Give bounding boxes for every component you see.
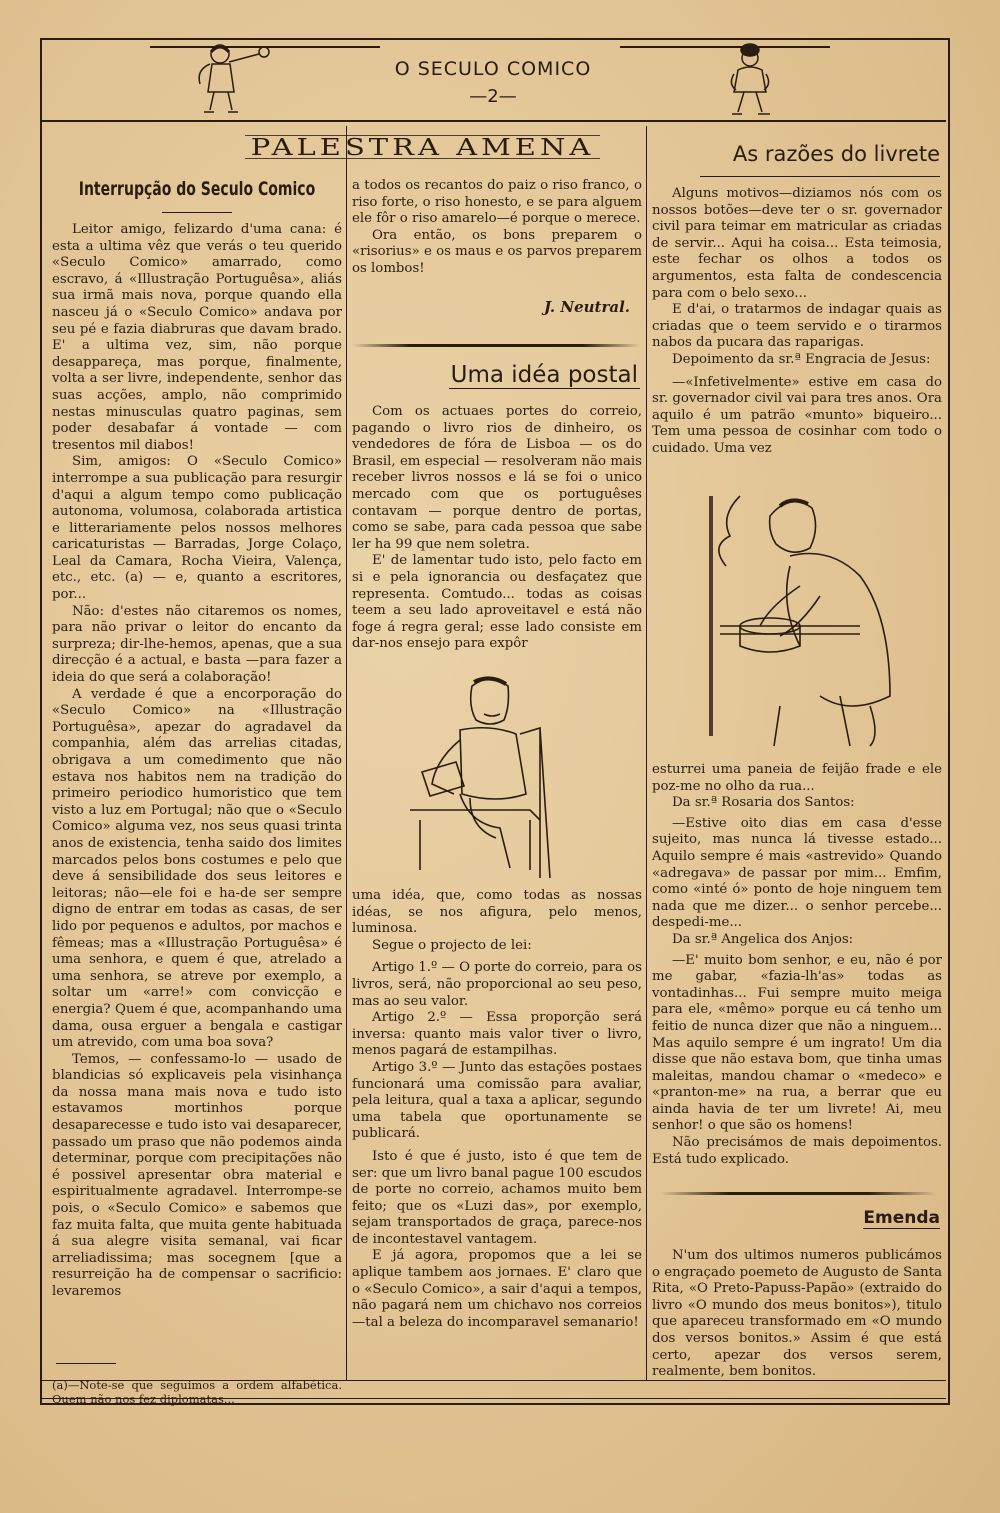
article-headline-livrete: As razões do livrete [732, 142, 940, 166]
paragraph: Artigo 3.º — Junto das estações postaes funcionará uma comissão para avaliar, pela leitura, qual a taxa a aplicar, segundo uma tabela que oportunamente se publicará. [352, 1059, 642, 1142]
paragraph: Artigo 2.º — Essa proporção será inversa: quanto mais valor tiver o livro, menos pagará de estampilhas. [352, 1010, 642, 1059]
page-number: —2— [469, 86, 517, 107]
masthead: O SECULO COMICO [394, 58, 592, 80]
article-livrete-body-bottom [652, 762, 942, 1168]
paragraph: esturrei uma paneia de feijão frade e ele poz-me no olho da rua... [652, 762, 942, 794]
cooking-woman-illustration [680, 476, 930, 766]
paragraph: Leitor amigo, felizardo d'uma cana: é esta a ultima vêz que verás o teu querido «Seculo Comico» amarrado, como escravo, á «Illustração Portuguêsa», aliás sua irmã mais nova, porque quando ella nasceu já o «Seculo Comico» andava por seu pé e fazia diabruras que davam brado. E' a ultima vez, sim, não porque desappareça, mas porque, finalmente, volta a ser livre, independente, senhor das suas acções, amplo, não comprimido nestas minusculas quatro paginas, sem poder desabafar á vontade — com tresentos mil diabos! [52, 222, 342, 453]
header-figure-left [186, 40, 274, 120]
header-figure-right [724, 40, 780, 120]
paragraph: Temos, — confessamo-lo — usado de blandicias só explicaveis pela visinhança da nossa mana mais nova e tudo isto estavamos mortinhos porque desaparecesse e tudo isto vai desaparecer, passado um praso que não podemos ainda determinar, porque com precipitações não é possivel apresentar obra material e espiritualmente agradavel. Interrompe-se pois, o «Seculo Comico» e sabemos que faz muita falta, que muita gente habituada á sua alegre visita semanal, vai ficar arreliadissima; mas socegnem [que a resurreição ha de compensar o sacrificio: levaremos [52, 1051, 342, 1299]
paragraph: Não: d'estes não citaremos os nomes, para não privar o leitor do encanto da surpreza; dir-lhe-hemos, apenas, que a sua direcção é a actual, e basta —para fazer a ideia do que será a colaboração! [52, 603, 342, 686]
headline-text: Uma idéa postal [450, 362, 638, 388]
paragraph: Alguns motivos—diziamos nós com os nossos botões—deve ter o sr. governador civil para teimar em matricular as criadas de servir... Aqui ha coisa... Esta teimosia, este fechar os olhos a todos os argumentos, esta falta de condescencia para com o belo sexo... [652, 186, 942, 301]
headline-underline [162, 212, 232, 213]
paragraph: Sim, amigos: O «Seculo Comico» interrompe a sua publicação para resurgir d'aqui a algum tempo como publicação autonoma, volumosa, colaborada artistica e litterariamente pelos nossos melhores caricaturistas — Barradas, Jorge Colaço, Leal da Camara, Rocha Vieira, Valença, etc., etc. (a) — e, quanto a escritores, por... [52, 454, 342, 603]
paragraph: a todos os recantos do paiz o riso franco, o riso forte, o riso honesto, e se para alguem ele fôr o riso amarelo—é porque o merece. [352, 178, 642, 227]
paragraph: —«Infetivelmente» estive em casa do sr. governador civil vai para tres anos. Ora aquilo é um patrão «munto» biqueiro... Tem uma pessoa de cosinhar com todo o cuidado. Uma vez [652, 374, 942, 456]
paragraph: Da sr.ª Angelica dos Anjos: [672, 931, 854, 947]
banner-title: PALESTRA AMENA [245, 135, 601, 159]
article-emenda-body [652, 1248, 942, 1381]
page-header [40, 38, 946, 122]
ornament-divider [352, 344, 640, 347]
paragraph: —E' muito bom senhor, e eu, não é por me gabar, «fazia-lh'as» todas as vontadinhas... Fui sempre muito meiga para ele, «mêmo» porque eu cá tenho um feitio de nunca dizer que não a ninguem... Mas aquilo sempre é um ingrato! Um dia disse que não estava bom, que tinha umas maleitas, mandou chamar o «medeco» e «pranton-me» na rua, a berrar que eu ainda havia de ter um livrete! Ai, meu senhor! o que são os homens! [652, 952, 942, 1134]
headline-text: Emenda [863, 1208, 940, 1228]
paragraph: Ora então, os bons preparem o «risorius» e os maus e os parvos preparem os lombos! [352, 227, 642, 276]
footnote: (a)—Note-se que seguimos a ordem alfabética. Quem não nos fez diplomatas... [52, 1378, 342, 1406]
paragraph: Não precisámos de mais depoimentos. Está tudo explicado. [652, 1135, 942, 1167]
paragraph: E já agora, propomos que a lei se aplique tambem aos jornaes. E' claro que o «Seculo Comico», a sair d'aqui a tempos, não pagará nem um chichavo nos correios—tal a beleza do incomparavel semanario! [352, 1248, 642, 1330]
paragraph: Depoimento da sr.ª Engracia de Jesus: [672, 351, 931, 367]
paragraph: —Estive oito dias em casa d'esse sujeito, mas nunca lá tivesse estado... Aquilo sempre é mais «astrevido» Quando «adregava» de passar por mim... Emfim, como «inté ó» ponto de hoje ninguem tem nada que me dizer... o senhor percebe... despedi-me... [652, 815, 942, 931]
paragraph: Com os actuaes portes do correio, pagando o livro rios de dinheiro, os vendedores de fóra de Lisboa — os do Brasil, em especial — resolveram não mais receber livros nossos e lá se foi o unico mercado com que os portuguêses contavam — porque dentro de portas, como se sabe, para cada pessoa que sabe ler ha 99 que nem soletra. [352, 404, 642, 552]
column-rule-1 [346, 126, 347, 1380]
paragraph: E' de lamentar tudo isto, pelo facto em si e pela ignorancia ou desfaçatez que representa. Comtudo... todas as coisas teem a seu lado aproveitavel e está não foge á regra geral; esse lado consiste em dar-nos ensejo para expôr [352, 553, 642, 652]
article-headline-postal [350, 362, 640, 388]
ornament-divider [660, 1192, 936, 1195]
paragraph: N'um dos ultimos numeros publicámos o engraçado poemeto de Augusto de Santa Rita, «O Preto-Papuss-Papão» (extraido do livro «O mundo dos meus bonitos»), titulo que apareceu transformado em «O mundo dos versos bonitos.» Assim é que está certo, apezar dos versos serem, realmente, bem bonitos. [652, 1248, 942, 1380]
headline-underline [700, 176, 940, 177]
article-headline-emenda [650, 1208, 940, 1228]
article-headline-interrupcao: Interrupção do Seculo Comico [78, 178, 316, 200]
article-postal-body-bottom [352, 888, 642, 1331]
paragraph: E d'ai, o tratarmos de indagar quais as criadas que o teem servido e o tirarmos nabos da pucara das raparigas. [652, 302, 942, 351]
article-livrete-body-top [652, 186, 942, 458]
paragraph: A verdade é que a encorporação do «Seculo Comico» na «Illustração Portuguêsa», apezar do agradavel da companhia, além das arrelias citadas, obrigava a um comedimento que não estava nos habitos nem na tradição do primeiro periodico humoristico que tem visto a luz em Portugal; não que o «Seculo Comico» alguma vez, nos seus quasi trinta anos de existencia, tenha saido dos limites marcados pelos bons costumes e pelo que deve á sensibilidade dos seus leitores e leitoras; não—ele foi e ha-de ser sempre digno de entrar em todas as casas, de ser lido por pequenos e adultos, por machos e fêmeas; mas a «Illustração Portuguêsa» é uma senhora, e quem é que, atrelado a uma senhora, se atreve por exemplo, a soltar um «arre!» com convicção e energia? Quem é que, acompanhando uma dama, ousa erguer a bengala e castigar um atrevido, com uma boa sova? [52, 686, 342, 1051]
paragraph: Segue o projecto de lei: [372, 937, 532, 953]
paragraph: Isto é que é justo, isto é que tem de ser: que um livro banal pague 100 escudos de porte no correio, achamos muito bem feito; que os «Luzi das», por exemplo, sejam transportados de graça, parece-nos de incontestavel vantagem. [352, 1148, 642, 1247]
paragraph: uma idéa, que, como todas as nossas idéas, se nos afigura, pelo menos, luminosa. [352, 888, 642, 937]
article-postal-body-top [352, 404, 642, 653]
paragraph: Artigo 1.º — O porte do correio, para os livros, será, não proporcional ao seu peso, mas ao seu valor. [352, 960, 642, 1009]
section-banner [200, 130, 645, 164]
article-continuation [352, 178, 642, 278]
article-interrupcao-body [52, 222, 342, 1301]
reading-man-illustration [400, 660, 600, 880]
paragraph: Da sr.ª Rosaria dos Santos: [672, 795, 855, 811]
column-rule-2 [646, 126, 647, 1380]
signature: J. Neutral. [543, 298, 630, 316]
footnote-rule [56, 1363, 116, 1364]
